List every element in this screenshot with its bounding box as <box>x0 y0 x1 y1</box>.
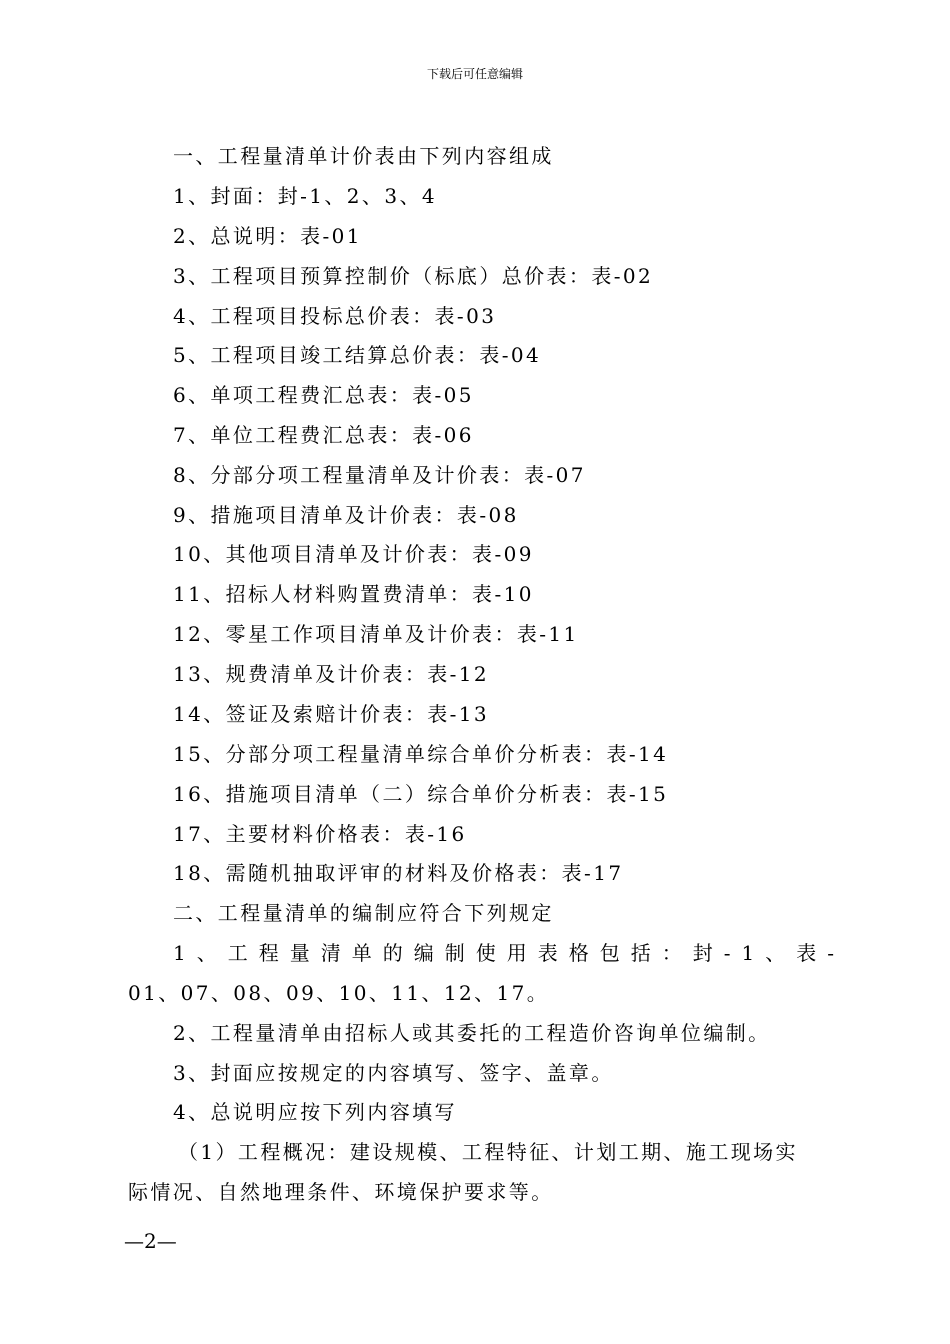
list-item: 6、单项工程费汇总表：表-05 <box>173 383 474 407</box>
page-header: 下载后可任意编辑 <box>426 67 523 81</box>
list-item: 15、分部分项工程量清单综合单价分析表：表-14 <box>173 742 669 766</box>
list-item: 18、需随机抽取评审的材料及价格表：表-17 <box>173 861 624 885</box>
section-heading-1: 一、工程量清单计价表由下列内容组成 <box>173 144 554 168</box>
paragraph-line: 际情况、自然地理条件、环境保护要求等。 <box>128 1180 554 1204</box>
paragraph-line: 3、封面应按规定的内容填写、签字、盖章。 <box>173 1061 614 1085</box>
paragraph-line: 2、工程量清单由招标人或其委托的工程造价咨询单位编制。 <box>173 1021 771 1045</box>
list-item: 8、分部分项工程量清单及计价表：表-07 <box>173 463 586 487</box>
list-item: 17、主要材料价格表：表-16 <box>173 822 467 846</box>
list-item: 9、措施项目清单及计价表：表-08 <box>173 503 519 527</box>
list-item: 1、封面：封-1、2、3、4 <box>173 184 437 208</box>
list-item: 7、单位工程费汇总表：表-06 <box>173 423 474 447</box>
list-item: 12、零星工作项目清单及计价表：表-11 <box>173 622 579 646</box>
list-item: 5、工程项目竣工结算总价表：表-04 <box>173 343 542 367</box>
paragraph-line: 4、总说明应按下列内容填写 <box>173 1100 457 1124</box>
paragraph-line: （1）工程概况：建设规模、工程特征、计划工期、施工现场实 <box>178 1140 798 1164</box>
list-item: 2、总说明：表-01 <box>173 224 362 248</box>
list-item: 16、措施项目清单（二）综合单价分析表：表-15 <box>173 782 669 806</box>
list-item: 14、签证及索赔计价表：表-13 <box>173 702 490 726</box>
list-item: 10、其他项目清单及计价表：表-09 <box>173 542 534 566</box>
page-number: —2— <box>124 1229 177 1253</box>
list-item: 13、规费清单及计价表：表-12 <box>173 662 490 686</box>
list-item: 4、工程项目投标总价表：表-03 <box>173 304 497 328</box>
list-item: 3、工程项目预算控制价（标底）总价表：表-02 <box>173 264 654 288</box>
list-item: 11、招标人材料购置费清单：表-10 <box>173 582 534 606</box>
paragraph-line: 1、工程量清单的编制使用表格包括：封-1、表- <box>173 941 845 965</box>
section-heading-2: 二、工程量清单的编制应符合下列规定 <box>173 901 554 925</box>
paragraph-line: 01、07、08、09、10、11、12、17。 <box>128 981 550 1005</box>
